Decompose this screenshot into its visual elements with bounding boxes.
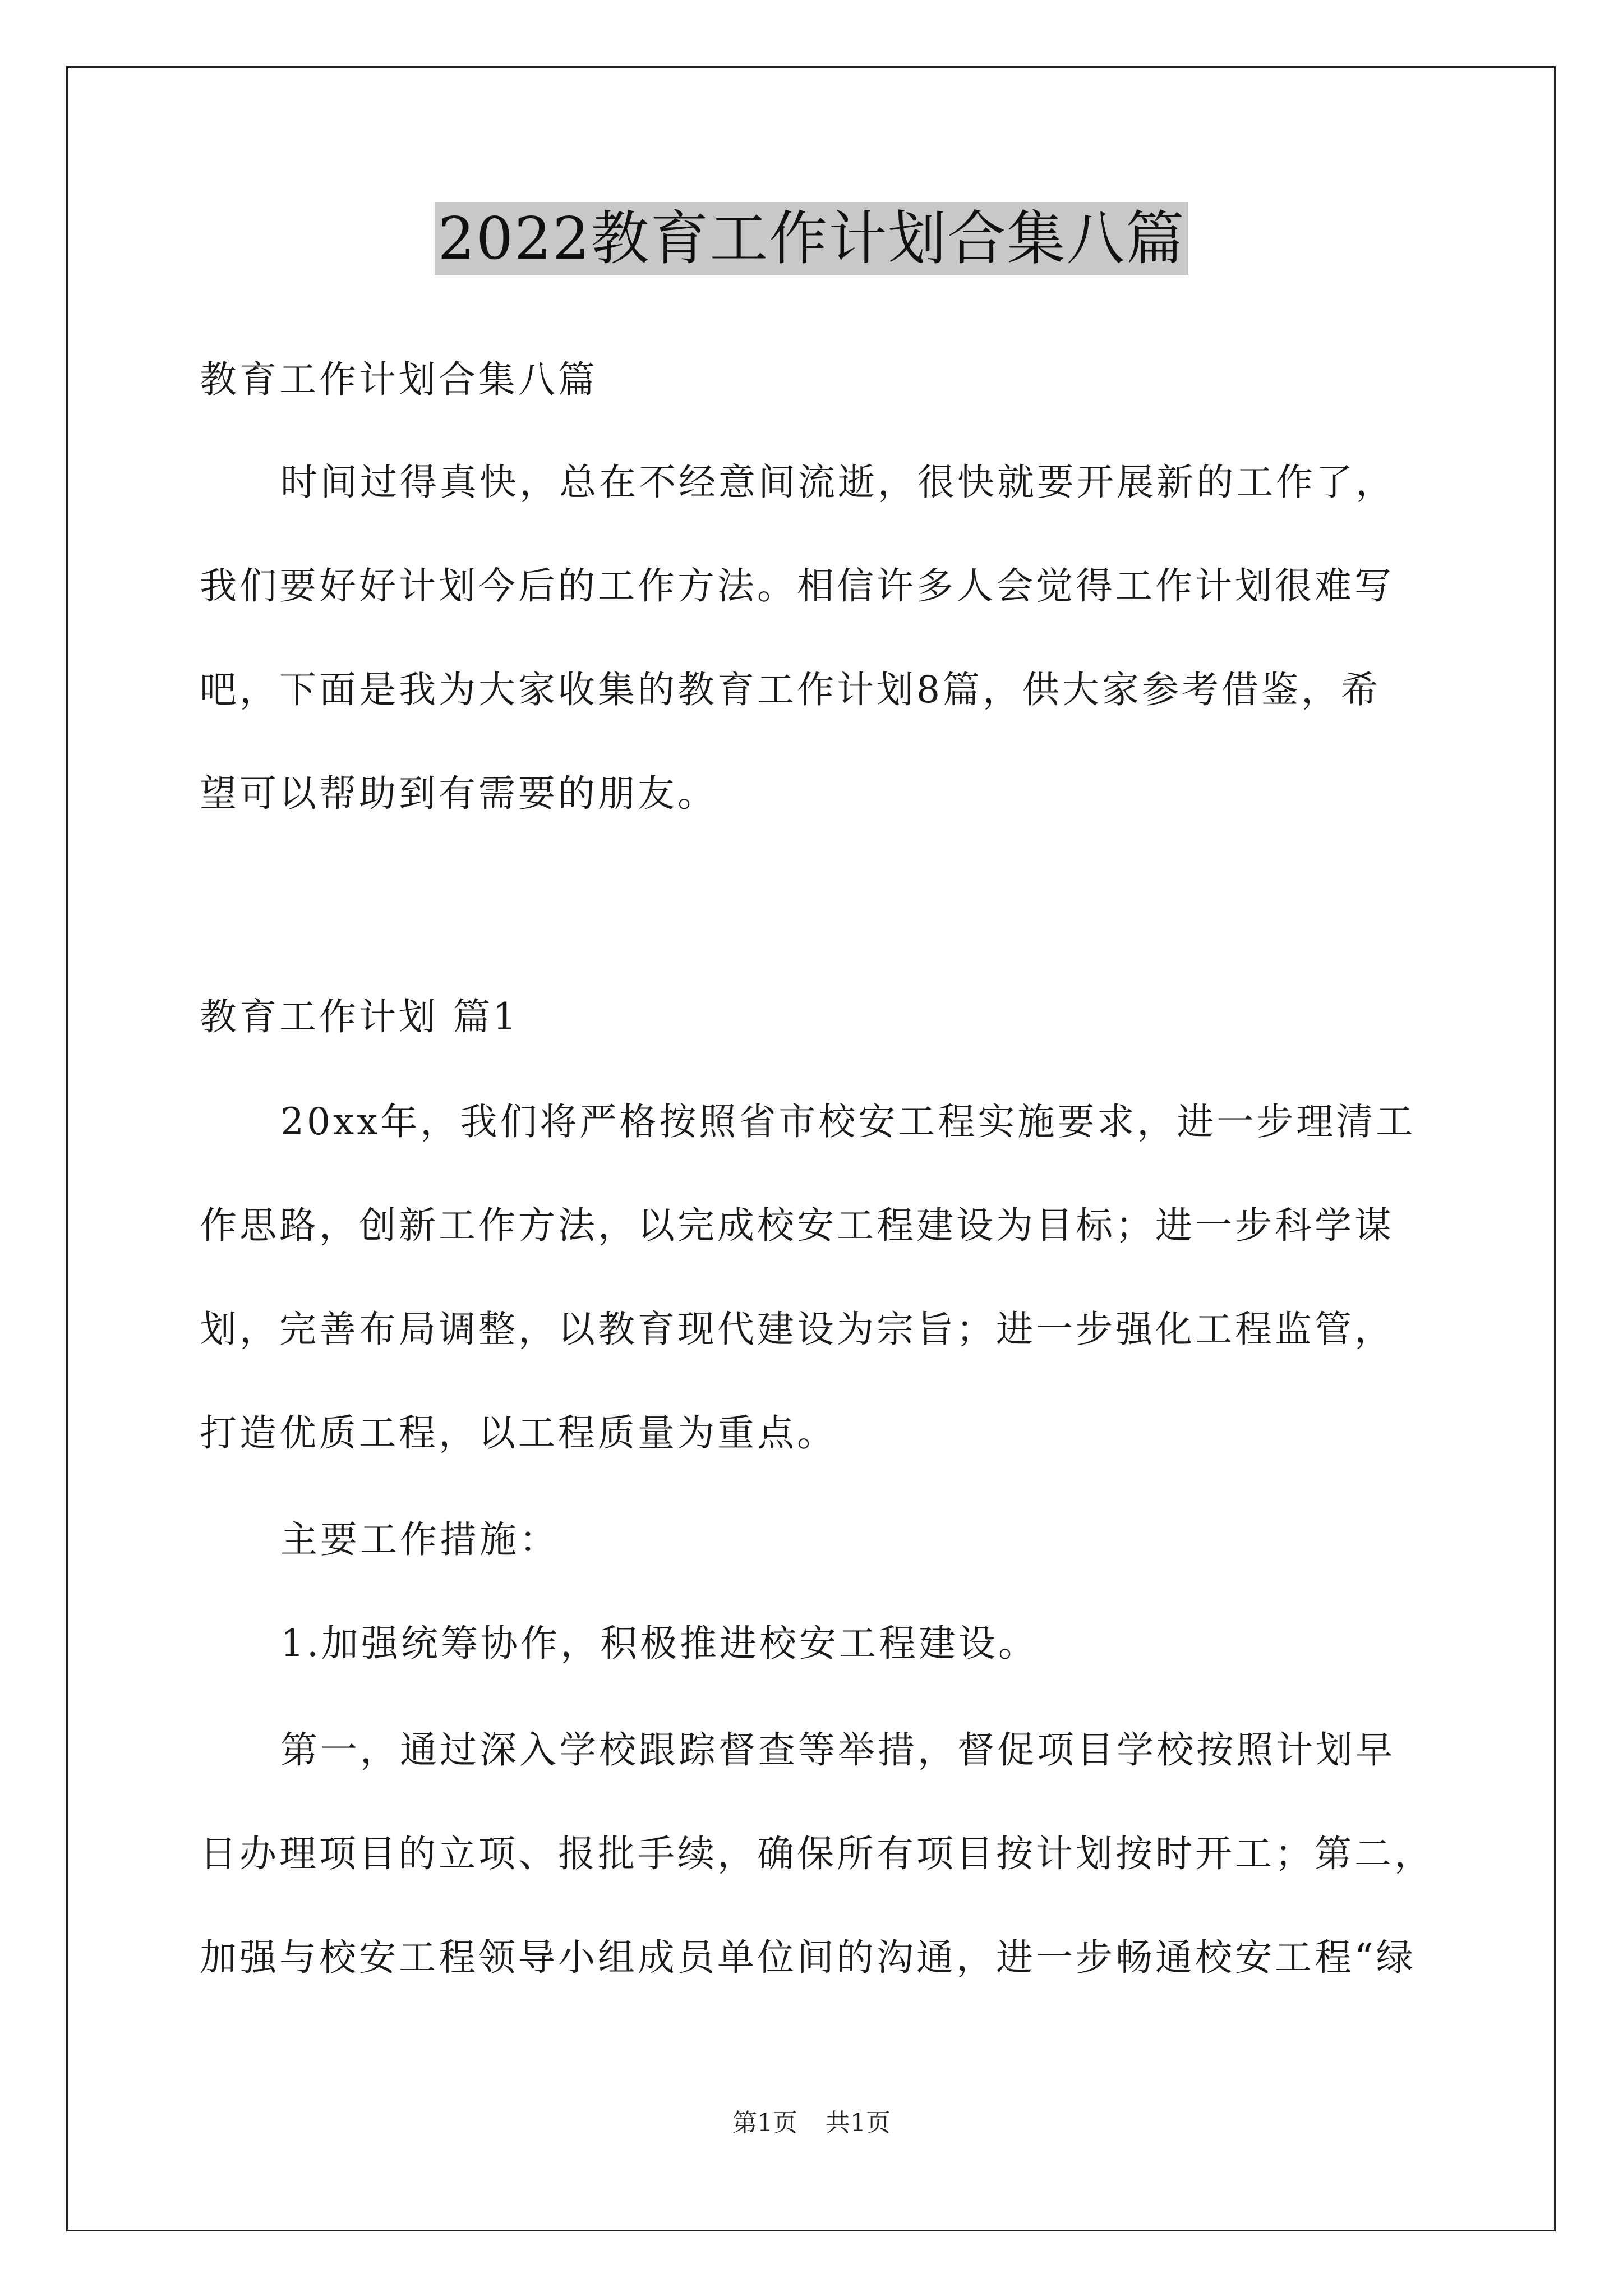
page-footer	[0, 2106, 1623, 2140]
section-line-3: 划，完善布局调整，以教育现代建设为宗旨；进一步强化工程监管，	[200, 1308, 1394, 1351]
measures-heading: 主要工作措施：	[280, 1518, 559, 1561]
section-line-7: 第一，通过深入学校跟踪督查等举措，督促项目学校按照计划早	[280, 1728, 1395, 1772]
title-wrapper	[0, 202, 1623, 275]
document-subtitle: 教育工作计划合集八篇	[200, 358, 598, 401]
section-line-2: 作思路，创新工作方法，以完成校安工程建设为目标；进一步科学谋	[200, 1204, 1394, 1247]
measure-item-1: 1.加强统筹协作，积极推进校安工程建设。	[280, 1622, 1038, 1665]
intro-line-3: 吧，下面是我为大家收集的教育工作计划8篇，供大家参考借鉴，希	[200, 668, 1381, 711]
section-line-4: 打造优质工程，以工程质量为重点。	[200, 1411, 837, 1455]
intro-line-1: 时间过得真快，总在不经意间流逝，很快就要开展新的工作了，	[280, 461, 1395, 504]
page-total: 共1页	[826, 2109, 891, 2137]
intro-line-4: 望可以帮助到有需要的朋友。	[200, 772, 717, 815]
section-line-8: 日办理项目的立项、报批手续，确保所有项目按计划按时开工；第二，	[200, 1832, 1434, 1875]
document-title: 2022教育工作计划合集八篇	[435, 202, 1189, 275]
section-line-1: 20xx年，我们将严格按照省市校安工程实施要求，进一步理清工	[280, 1100, 1416, 1143]
section-heading: 教育工作计划 篇1	[200, 995, 519, 1038]
page-number: 第1页	[732, 2109, 797, 2137]
intro-line-2: 我们要好好计划今后的工作方法。相信许多人会觉得工作计划很难写	[200, 564, 1394, 608]
section-line-9: 加强与校安工程领导小组成员单位间的沟通，进一步畅通校安工程“绿	[200, 1936, 1416, 1979]
